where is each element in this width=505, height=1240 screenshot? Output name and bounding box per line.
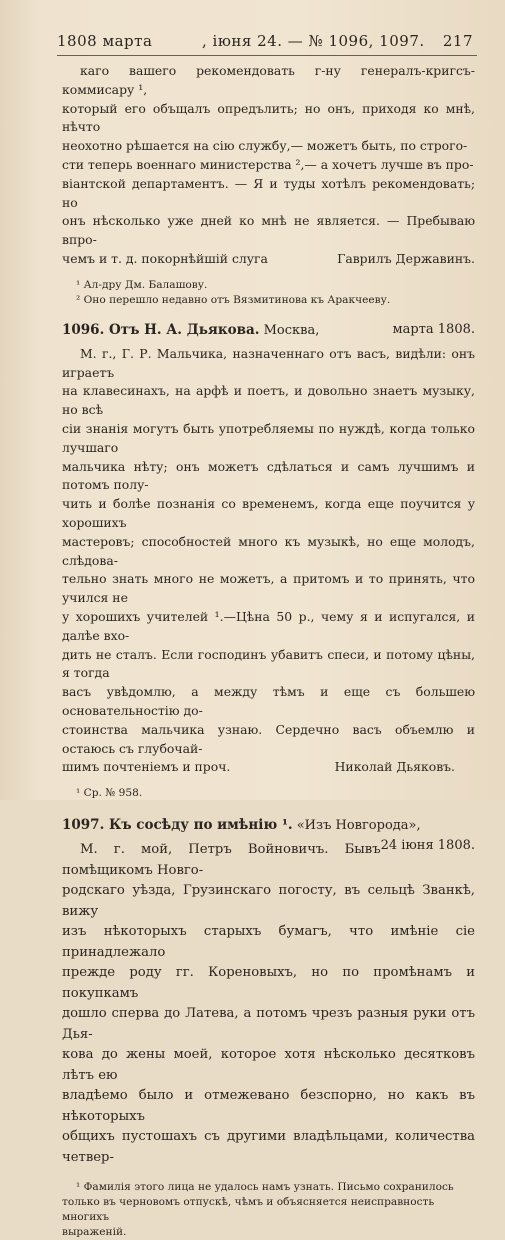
running-header <box>57 32 483 56</box>
text-line: сіи знанія могутъ быть употребляемы по нуждѣ, когда только лучшаго <box>62 420 475 455</box>
footnote: ¹ Ал-дру Дм. Балашову. <box>76 278 208 291</box>
text-line: неохотно рѣшается на сію службу,— можетъ быть, по строго- <box>62 138 468 154</box>
text-line: прежде роду гг. Кореновыхъ, но по промѣнамъ и покупкамъ <box>62 965 475 1001</box>
header-left: 1808 марта <box>57 32 153 50</box>
text-line: кова до жены моей, которое хотя нѣсколько десятковъ лѣтъ ею <box>62 1047 475 1083</box>
letter-title: 1096. Отъ Н. А. Дьякова. <box>62 321 260 338</box>
text-line: дить не сталъ. Если господинъ убавитъ спеси, и потому цѣны, я тогда <box>62 646 475 681</box>
footnotes <box>62 278 475 308</box>
footnote: ² Оно перешло недавно отъ Вязмитинова къ Аракчееву. <box>76 293 391 306</box>
text-line: который его объщалъ опредълить; но онъ, приходя ко мнѣ, нѣчто <box>62 100 475 135</box>
letter-continuation <box>62 62 475 269</box>
text-line: на клавесинахъ, на арфѣ и поетъ, и довольно знаетъ музыку, но всѣ <box>62 383 475 418</box>
letter-heading <box>62 320 475 341</box>
closing-phrase: шимъ почтеніемъ и проч. <box>62 759 231 775</box>
letter-heading <box>62 815 475 854</box>
text-line: родскаго уѣзда, Грузинскаго погосту, въ сельцѣ Званкѣ, вижу <box>62 883 475 919</box>
letter-1097 <box>62 815 475 1168</box>
text-line: мальчика нѣту; онъ можетъ сдѣлаться и самъ лучшимъ и потомъ полу- <box>62 458 475 493</box>
page-body <box>62 62 475 1240</box>
text-line: владѣемо было и отмежевано безспорно, но какъ въ нѣкоторыхъ <box>62 1088 475 1124</box>
header-rule <box>57 55 477 56</box>
footnotes <box>62 786 475 801</box>
text-line: чить и болѣе познанія со временемъ, когда еще поучится у хорошихъ <box>62 496 475 530</box>
text-line: мастеровъ; способностей много къ музыкѣ, но еще молодъ, слѣдова- <box>62 533 475 568</box>
text-line: М. г. мой, Петръ Войновичъ. Бывъ помѣщикомъ Новго- <box>62 842 381 878</box>
text-line: віантской департаментъ. — Я и туды хотѣлъ рекомендовать; но <box>62 175 475 210</box>
text-line: каго вашего рекомендовать г-ну генералъ-кригсъ-коммисару ¹, <box>62 63 475 97</box>
signature: Гаврилъ Державинъ. <box>337 250 475 266</box>
footnote: выраженій. <box>62 1226 127 1239</box>
letter-place: «Изъ Новгорода», <box>296 818 421 834</box>
text-line: онъ нѣсколько уже дней ко мнѣ не является. — Пребываю впро- <box>62 213 475 248</box>
text-line: сти теперь военнаго министерства ²,— а хочетъ лучше въ про- <box>62 156 474 172</box>
text-line <box>62 250 475 269</box>
letter-date: 24 іюня 1808. <box>380 838 475 854</box>
text-line: изъ нѣкоторыхъ старыхъ бумагъ, что имѣніе сіе принадлежало <box>62 924 475 960</box>
footnote: ¹ Ср. № 958. <box>76 787 143 800</box>
letter-place: Москва, <box>263 322 320 338</box>
footnote: ¹ Фамилія этого лица не удалось намъ узнать. Письмо сохранилось <box>76 1181 454 1194</box>
signature: Николай Дьяковъ. <box>334 759 455 775</box>
text-line: стоинства мальчика узнаю. Сердечно васъ объемлю и остаюсь съ глубочай- <box>62 721 475 756</box>
letter-1096 <box>62 320 475 777</box>
header-center: , іюня 24. — № 1096, 1097. <box>202 32 425 50</box>
text-line: тельно знать много не можетъ, а притомъ и то принять, что учился не <box>62 571 475 606</box>
page-number: 217 <box>442 32 473 50</box>
closing-phrase: чемъ и т. д. покорнѣйшій слуга <box>62 250 268 266</box>
footnotes <box>62 1180 475 1240</box>
text-line: дошло сперва до Латева, а потомъ чрезъ разныя руки отъ Дья- <box>62 1006 475 1042</box>
text-line: у хорошихъ учителей ¹.—Цѣна 50 р., чему я и испугался, и далѣе вхо- <box>62 608 475 643</box>
letter-title: 1097. Къ сосѣду по имѣнію ¹. <box>62 817 293 834</box>
text-line: М. г., Г. Р. Мальчика, назначеннаго отъ васъ, видѣли: онъ играетъ <box>62 345 475 380</box>
letter-date: марта 1808. <box>392 321 475 337</box>
text-line: общихъ пустошахъ съ другими владѣльцами, количества четвер- <box>62 1129 475 1165</box>
text-line: васъ увѣдомлю, а между тѣмъ и еще съ большею основательностію до- <box>62 684 475 718</box>
footnote: только въ черновомъ отпускѣ, чѣмъ и объясняется неисправность многихъ <box>62 1196 435 1224</box>
text-line <box>62 758 475 777</box>
